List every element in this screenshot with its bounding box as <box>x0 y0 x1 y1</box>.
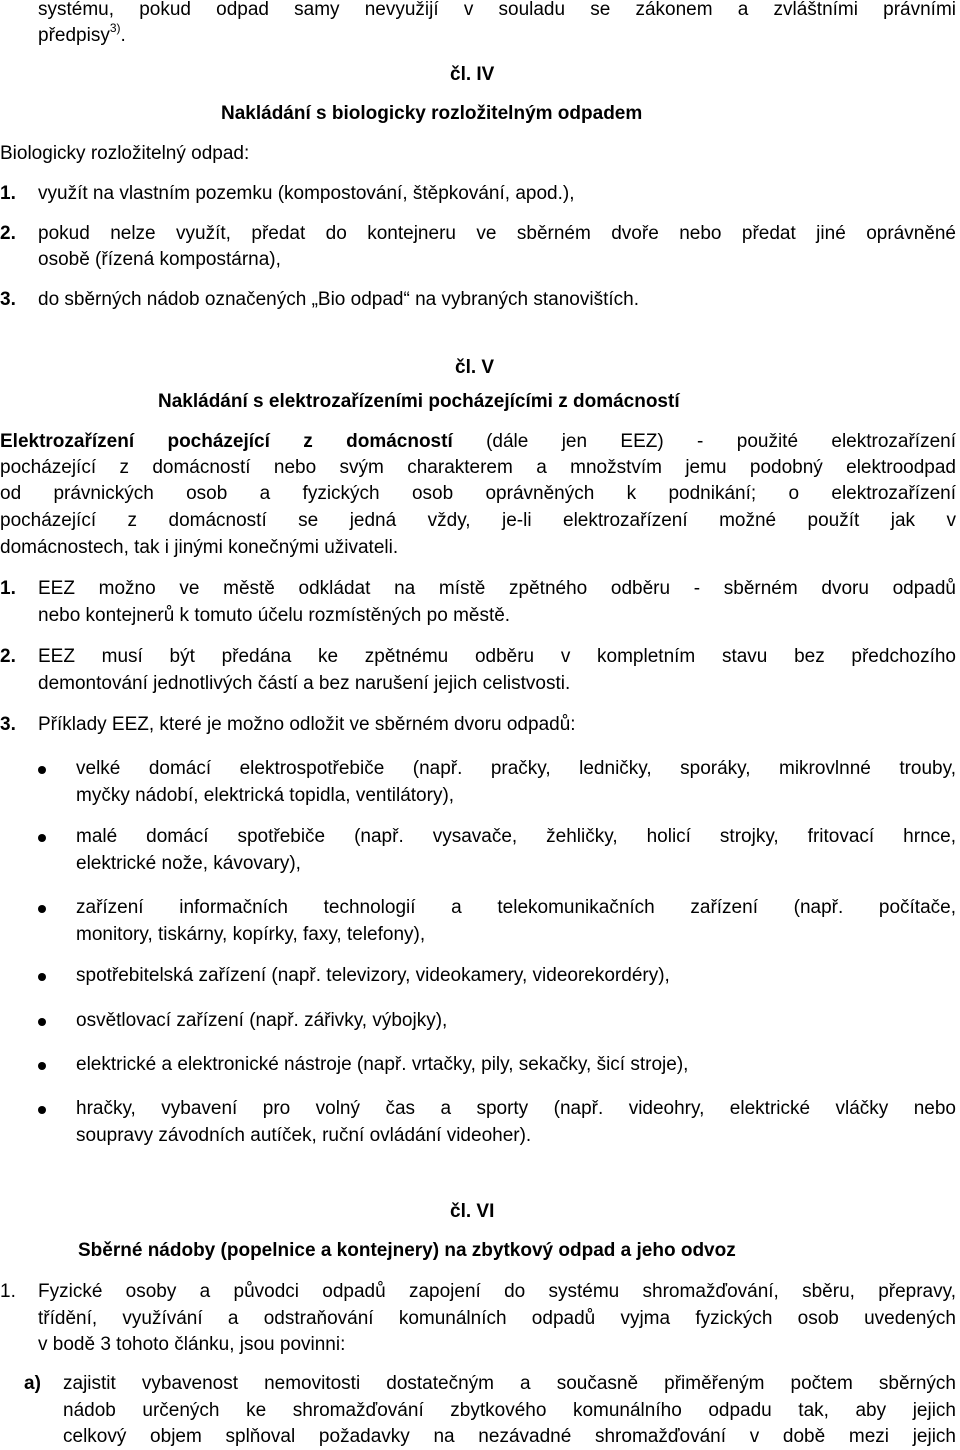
bullet-text: elektrické nože, kávovary), <box>76 853 301 874</box>
list-number: 1. <box>0 1281 16 1302</box>
list-item-text: do sběrných nádob označených „Bio odpad“ na vybraných stanovištích. <box>38 289 639 310</box>
paragraph-line: Elektrozařízení pocházející z domácností (dále jen EEZ) - použité elektrozařízení <box>0 431 956 452</box>
list-number: 1. <box>0 578 16 599</box>
bullet-text: zařízení informačních technologií a telekomunikačních zařízení (např. počítače, <box>76 897 956 918</box>
article-heading: čl. VI <box>450 1201 495 1222</box>
bullet-text: soupravy závodních autíček, ruční ovládání videoher). <box>76 1125 532 1146</box>
article-heading: čl. V <box>455 357 495 378</box>
article-title: Nakládání s elektrozařízeními pocházejícími z domácností <box>158 391 680 412</box>
list-item-text: třídění, využívání a odstraňování komunálních odpadů vyjma fyzických osob uvedených <box>38 1308 956 1329</box>
list-number: 2. <box>0 223 16 244</box>
list-item-text: nebo kontejnerů k tomuto účelu rozmístěných po městě. <box>38 605 511 626</box>
bullet-icon <box>38 834 46 842</box>
bullet-text: monitory, tiskárny, kopírky, faxy, telefony), <box>76 924 426 945</box>
sublist-label: a) <box>24 1373 41 1394</box>
bullet-icon <box>38 973 46 981</box>
paragraph-line: od právnických osob a fyzických osob oprávněných k podnikání; o elektrozařízení <box>0 483 956 504</box>
list-item-text: v bodě 3 tohoto článku, jsou povinni: <box>38 1334 346 1355</box>
defined-term: Elektrozařízení pocházející z domácností <box>0 431 453 452</box>
bullet-icon <box>38 905 46 913</box>
bullet-icon <box>38 766 46 774</box>
bullet-icon <box>38 1106 46 1114</box>
bullet-text: myčky nádobí, elektrická topidla, ventilátory), <box>76 785 455 806</box>
article-title: Sběrné nádoby (popelnice a kontejnery) na zbytkový odpad a jeho odvoz <box>78 1240 736 1261</box>
bullet-icon <box>38 1062 46 1070</box>
bullet-text: malé domácí spotřebiče (např. vysavače, žehličky, holicí strojky, fritovací hrnce, <box>76 826 956 847</box>
list-number: 3. <box>0 289 16 310</box>
list-item-text: Příklady EEZ, které je možno odložit ve sběrném dvoru odpadů: <box>38 714 576 735</box>
bullet-text: osvětlovací zařízení (např. zářivky, výbojky), <box>76 1010 448 1031</box>
paragraph-line: pocházející z domácností nebo svým charakterem a množstvím jemu podobný elektroodpad <box>0 457 956 478</box>
list-item-text: osobě (řízená kompostárna), <box>38 249 281 270</box>
list-number: 2. <box>0 646 16 667</box>
list-item-text: pokud nelze využít, předat do kontejneru ve sběrném dvoře nebo předat jiné oprávněné <box>38 223 956 244</box>
list-item-text: Fyzické osoby a původci odpadů zapojení do systému shromažďování, sběru, přepravy, <box>38 1281 956 1302</box>
bullet-text: elektrické a elektronické nástroje (např. vrtačky, pily, sekačky, šicí stroje), <box>76 1054 689 1075</box>
article-title: Nakládání s biologicky rozložitelným odpadem <box>221 103 643 124</box>
paragraph-line: systému, pokud odpad samy nevyužijí v souladu se zákonem a zvláštními právními <box>38 0 956 20</box>
sublist-text: zajistit vybavenost nemovitosti dostatečným a současně přiměřeným počtem sběrných <box>63 1373 956 1394</box>
footnote-ref: 3) <box>109 20 121 35</box>
list-number: 1. <box>0 183 16 204</box>
list-number: 3. <box>0 714 16 735</box>
paragraph-line: pocházející z domácností se jedná vždy, je-li elektrozařízení možné použít jak v <box>0 510 956 531</box>
sublist-text: nádob určených ke shromažďování zbytkového komunálního odpadu tak, aby jejich <box>63 1400 956 1421</box>
sublist-text: celkový objem splňoval požadavky na nezávadné shromažďování v době mezi jejich <box>63 1426 956 1447</box>
paragraph-line: předpisy$^{3)}$. <box>38 20 126 46</box>
article-heading: čl. IV <box>450 64 495 85</box>
list-item-text: využít na vlastním pozemku (kompostování, štěpkování, apod.), <box>38 183 575 204</box>
bullet-text: hračky, vybavení pro volný čas a sporty (např. videohry, elektrické vláčky nebo <box>76 1098 956 1119</box>
bullet-text: spotřebitelská zařízení (např. televizory, videokamery, videorekordéry), <box>76 965 670 986</box>
list-item-text: demontování jednotlivých částí a bez narušení jejich celistvosti. <box>38 673 571 694</box>
bullet-text: velké domácí elektrospotřebiče (např. pračky, ledničky, sporáky, mikrovlnné trouby, <box>76 758 956 779</box>
list-item-text: EEZ musí být předána ke zpětnému odběru v kompletním stavu bez předchozího <box>38 646 956 667</box>
paragraph-line: domácnostech, tak i jinými konečnými uživateli. <box>0 537 399 558</box>
bullet-icon <box>38 1018 46 1026</box>
list-item-text: EEZ možno ve městě odkládat na místě zpětného odběru - sběrném dvoru odpadů <box>38 578 956 599</box>
intro-text: Biologicky rozložitelný odpad: <box>0 143 250 164</box>
